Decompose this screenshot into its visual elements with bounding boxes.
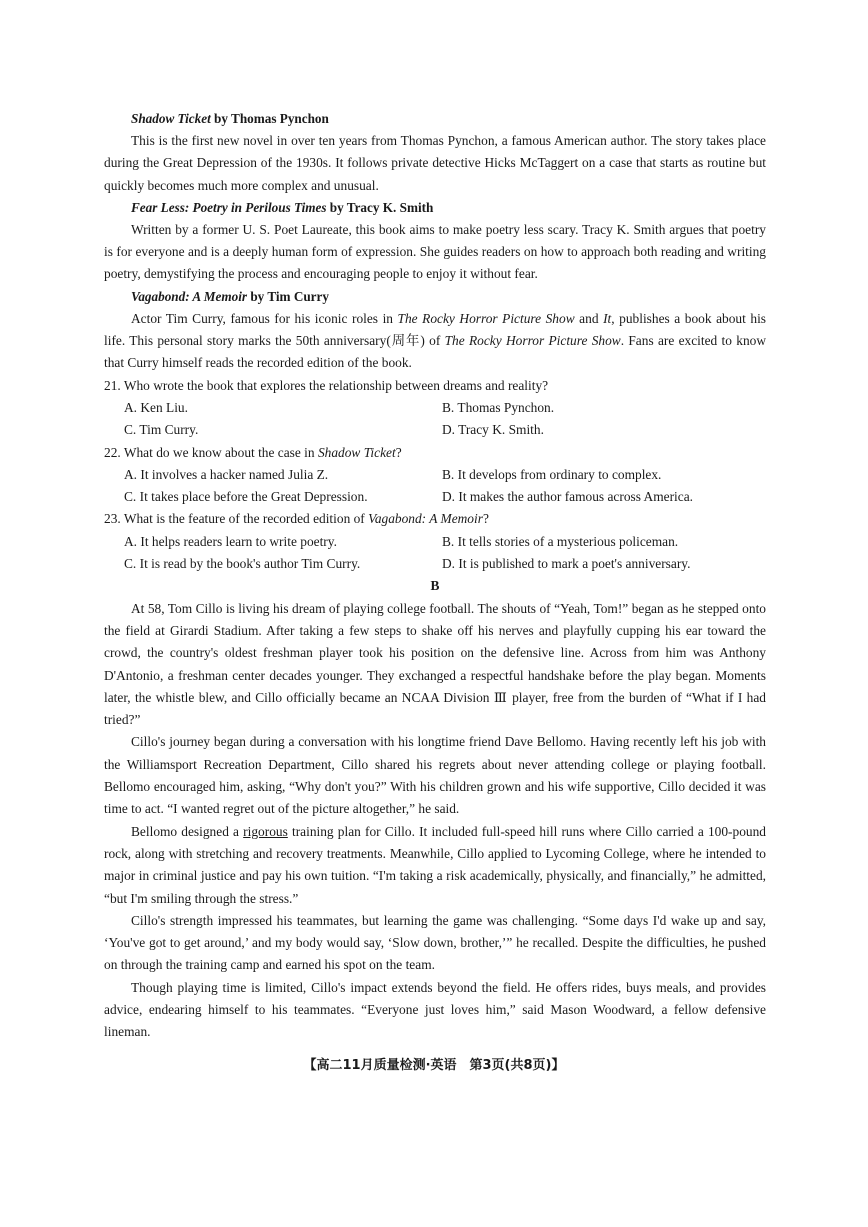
option-a[interactable]: A. Ken Liu. bbox=[124, 399, 188, 415]
passage-paragraph: Bellomo designed a rigorous training plan for Cillo. It included full-speed hill runs where Cillo carried a 100-pound rock, along with stretching and recovery treatments. Meanwhile, Cillo applied to Lycoming College, where he intended to major in criminal justice and pay his own tuition. “I'm taking a risk academically, physically, and financially,” he admitted, “but I'm smiling through the stress.” bbox=[104, 823, 766, 906]
question-options bbox=[124, 531, 766, 576]
option-d[interactable]: D. It makes the author famous across America. bbox=[442, 489, 693, 505]
option-d[interactable]: D. Tracy K. Smith. bbox=[442, 422, 544, 438]
option-a[interactable]: A. It involves a hacker named Julia Z. bbox=[124, 466, 329, 482]
question-options bbox=[124, 464, 766, 509]
option-b[interactable]: B. It develops from ordinary to complex. bbox=[442, 466, 662, 482]
option-b[interactable]: B. It tells stories of a mysterious policeman. bbox=[442, 533, 679, 549]
question-stem: 23. What is the feature of the recorded edition of Vagabond: A Memoir? bbox=[104, 511, 489, 527]
underlined-word: rigorous bbox=[243, 823, 288, 839]
passage-paragraph: Cillo's journey began during a conversation with his longtime friend Dave Bellomo. Having recently left his job with the Williamsport Recreation Department, Cillo shared his regrets about never attending college or playing football. Bellomo encouraged him, asking, “Why don't you?” With his children grown and his wife supportive, Cillo decided it was time to act. “I wanted regret out of the picture altogether,” he said. bbox=[104, 734, 766, 817]
option-b[interactable]: B. Thomas Pynchon. bbox=[442, 399, 555, 415]
option-c[interactable]: C. It is read by the book's author Tim Curry. bbox=[124, 556, 361, 572]
question-stem: 21. Who wrote the book that explores the relationship between dreams and reality? bbox=[104, 377, 549, 393]
book-title: Vagabond: A Memoir by Tim Curry bbox=[131, 288, 329, 304]
question-stem: 22. What do we know about the case in Shadow Ticket? bbox=[104, 444, 402, 460]
passage-paragraph: Though playing time is limited, Cillo's impact extends beyond the field. He offers rides, buys meals, and provides advice, endearing himself to his teammates. “Everyone just loves him,” said Mason Woodward, a fellow defensive lineman. bbox=[104, 979, 766, 1040]
option-a[interactable]: A. It helps readers learn to write poetry. bbox=[124, 533, 337, 549]
option-c[interactable]: C. Tim Curry. bbox=[124, 422, 199, 438]
page-footer: 【高二11月质量检测·英语 第3页(共8页)】 bbox=[303, 1058, 565, 1073]
book-description: This is the first new novel in over ten years from Thomas Pynchon, a famous American author. The story takes place during the Great Depression of the 1930s. It follows private detective Hicks McTaggert on a case that starts as routine but quickly becomes much more complex and unusual. bbox=[104, 133, 766, 193]
passage-paragraph: At 58, Tom Cillo is living his dream of playing college football. The shouts of “Yeah, Tom!” began as he stepped onto the field at Girardi Stadium. After taking a few steps to shake off his nerves and playfully cupping his ear toward the crowd, the country's oldest freshman player took his position on the defensive line. Across from him was Anthony D'Antonio, a freshman center decades younger. They exchanged a respectful handshake before the play began. Moments later, the whistle blew, and Cillo officially became an NCAA Division Ⅲ player, free from the burden of “What if I had tried?” bbox=[104, 600, 766, 728]
book-description: Written by a former U. S. Poet Laureate, this book aims to make poetry less scary. Tracy K. Smith argues that poetry is for everyone and is a deeply human form of expression. She guides readers on how to approach both reading and writing poetry, demystifying the process and encouraging people to enjoy it without fear. bbox=[104, 221, 766, 282]
passage-paragraph: Cillo's strength impressed his teammates, but learning the game was challenging. “Some days I'd wake up and say, ‘You've got to get around,’ and my body would say, ‘Slow down, brother,’” he recalled. Despite the difficulties, he pushed on through the training camp and earned his spot on the team. bbox=[104, 912, 766, 973]
option-d[interactable]: D. It is published to mark a poet's anniversary. bbox=[442, 556, 691, 572]
page-content bbox=[104, 108, 766, 1044]
section-label: B bbox=[430, 578, 440, 594]
book-description: Actor Tim Curry, famous for his iconic roles in The Rocky Horror Picture Show and It, publishes a book about his life. This personal story marks the 50th anniversary(周年) of The Rocky Horror Picture Show. Fans are excited to know that Curry himself reads the recorded edition of the book. bbox=[104, 310, 767, 371]
book-title: Shadow Ticket by Thomas Pynchon bbox=[131, 111, 329, 126]
question-options bbox=[124, 397, 766, 442]
book-title: Fear Less: Poetry in Perilous Times by Tracy K. Smith bbox=[131, 199, 434, 215]
option-c[interactable]: C. It takes place before the Great Depression. bbox=[124, 489, 368, 505]
